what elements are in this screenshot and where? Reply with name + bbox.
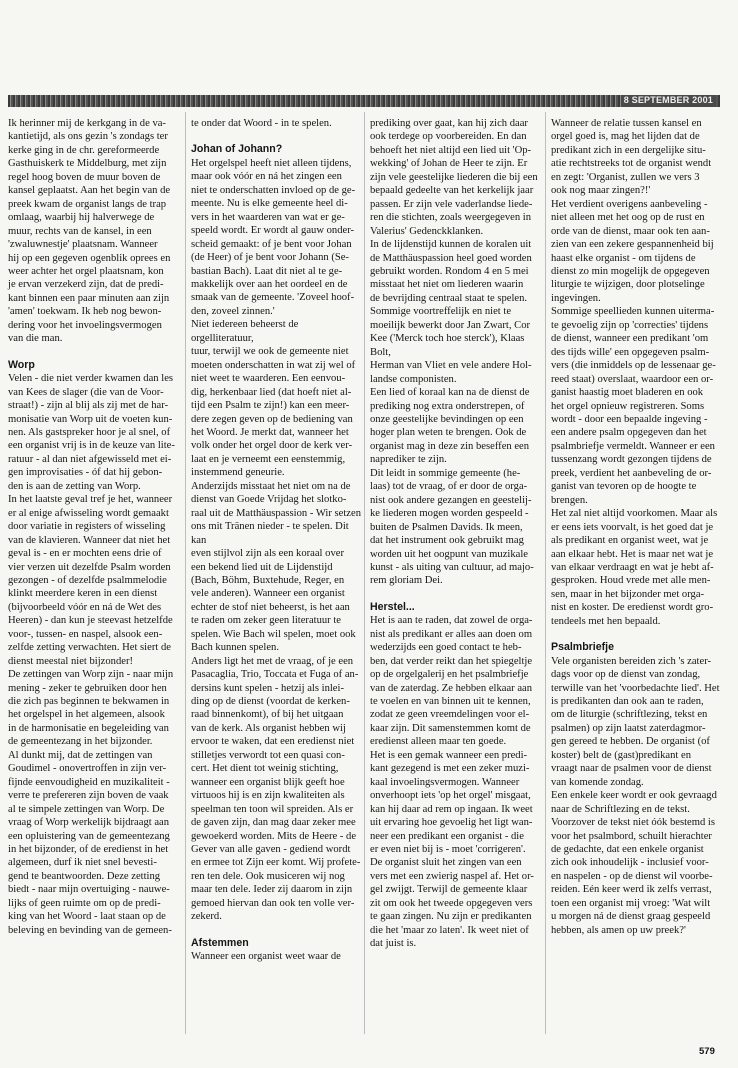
text-line: dig, herkenbaar lied (dat hoeft niet al- — [191, 386, 352, 398]
text-line: orde van de dienst, maar ook ten aan- — [551, 225, 710, 237]
text-line: die zich pas beginnen te bekwamen in — [8, 696, 170, 708]
text-line: voor-, tussen- en naspel, alsook een- — [8, 628, 163, 640]
text-line: in de harmonisatie en begeleiding van — [8, 722, 169, 734]
issue-date: 8 SEPTEMBER 2001 — [621, 95, 716, 107]
text-line: onze geestelijke bevindingen op een — [370, 413, 524, 425]
text-line: ren ten dele. Ook musiceren wij nog — [191, 870, 345, 882]
text-line: ons mit Tränen nieder - te spelen. Dit kan — [191, 521, 349, 546]
text-line: (bijvoorbeeld vóór en ná de Wet des — [8, 601, 162, 613]
text-line: toen een organist mij vroeg: 'Wat wilt — [551, 897, 711, 909]
text-line: niet alleen met het oog op de rust en — [551, 212, 705, 224]
text-line: verre te prefereren zijn boven de vaak — [8, 790, 169, 802]
text-line: gemoed hiervan dan ook ten volle ver- — [191, 897, 355, 909]
text-line: dering voor het invoelingsvermogen — [8, 319, 162, 331]
text-line: Wanneer de relatie tussen kansel en — [551, 118, 702, 129]
text-line: (de Heer) of je bent voor Johann (Se- — [191, 252, 349, 264]
text-line: van elkaar verdraagt en wat je hebt af- — [551, 561, 714, 573]
text-line: klinkt meerdere keren in een dienst — [8, 588, 158, 600]
text-line: en zegt: 'Organist, zullen we vers 3 — [551, 171, 700, 183]
text-line: van komende zondag. — [551, 776, 644, 788]
text-line: bepaald gedeelte van het kerkelijk jaar — [370, 185, 534, 197]
text-line: nen. Als gastspreker hoor je al snel, of — [8, 426, 171, 438]
text-line: en ermee tot Zijn eer komt. Wij profete- — [191, 857, 361, 869]
text-line: psalmbriefje vermeldt. Wanneer er een — [551, 440, 715, 452]
text-line: sen, maar in het bijzonder met orga- — [551, 588, 705, 600]
text-line: dat het instrument ook gebruikt mag — [370, 535, 524, 547]
text-line: naprediker te zijn. — [370, 454, 447, 466]
text-line: naar de Schriftlezing en de tekst. — [551, 803, 690, 815]
text-line: raad binnenkomt), of bij het uitgaan — [191, 709, 344, 721]
text-line: Pasacaglia, Trio, Toccata et Fuga of an- — [191, 669, 359, 681]
text-line: gend te beantwoorden. Deze zetting — [8, 870, 161, 882]
text-line: ding op de dienst (voordat de kerken- — [191, 696, 350, 708]
text-line: Kee ('Merck toch hoe sterck'), Klaas Bolt, — [370, 333, 525, 358]
text-line: Gever van alle gaven - gediend wordt — [191, 844, 351, 856]
text-line: moeilijk bewerkt door Jan Zwart, Cor — [370, 319, 531, 331]
text-line: Het is een gemak wanneer een predi- — [370, 749, 528, 761]
text-line: psalmen) op zijn laatst zaterdagmor- — [551, 722, 706, 734]
text-line: het Woord. Je merkt dat, wanneer het — [191, 426, 349, 438]
text-line: dersins kunt spelen - hetzij als inlei- — [191, 682, 344, 694]
text-line: van de klavieren. Wanneer dat niet het — [8, 534, 171, 546]
text-line: meente. Nu is elke gemeente heel di- — [191, 198, 348, 210]
text-line: In de lijdenstijd kunnen de koralen uit — [370, 239, 532, 251]
text-line: weer achter het orgel plaatsnam, kon — [8, 265, 164, 277]
text-line: preek kwam de organist langs de trap — [8, 198, 167, 210]
text-line: Heeren) - dan kun je steevast hetzelfde — [8, 615, 173, 627]
text-line: even stijlvol zijn als een koraal over — [191, 548, 344, 560]
text-line: ben, dat verder reikt dan het spiegeltje — [370, 655, 533, 667]
text-line: ganist haastig moet bladeren en ook — [551, 387, 704, 399]
text-line: ke liederen mogen worden gespeeld - — [370, 508, 529, 520]
text-line: aan elkaar hebt. Het is maar net wat je — [551, 548, 714, 560]
text-line: van de zaterdag. Ze hebben elkaar aan — [370, 682, 533, 694]
text-line: Het orgelspel heeft niet alleen tijdens, — [191, 157, 352, 169]
text-line: prediking over gaat, kan hij zich daar — [370, 118, 528, 129]
text-line: De zettingen van Worp zijn - naar mijn — [8, 669, 174, 681]
text-line: kant binnen een paar minuten aan zijn — [8, 292, 170, 304]
text-line: een andere psalm opgegeven dan het — [551, 427, 707, 439]
text-line: beleving en bevinding van de gemeen- — [8, 924, 172, 936]
text-line: stilletjes verwordt tot een quasi con- — [191, 749, 345, 761]
text-line: kan hij daar ad rem op ingaan. Ik weet — [370, 803, 533, 815]
text-line: terwille van het 'voorbedachte lied'. Het — [551, 682, 720, 694]
text-line: Anders ligt het met de vraag, of je een — [191, 655, 354, 667]
text-line: nist als predikant er alles aan doen om — [370, 628, 533, 640]
column-3 — [370, 117, 540, 951]
text-line: Het is aan te raden, dat zowel de orga- — [370, 615, 533, 627]
text-line: gen improvisaties - óf dat hij gebon- — [8, 467, 163, 479]
text-line: orgel goed is, mag het lijden dat de — [551, 131, 700, 143]
text-line: Gasthuiskerk te Middelburg, met zijn — [8, 158, 167, 170]
text-line: zelfde zetting verwachten. Het siert de — [8, 642, 171, 654]
text-line: die het 'maar zo laten'. Ik weet niet of — [370, 924, 529, 936]
text-line: ren die stichten, zoals weergegeven in — [370, 212, 532, 224]
text-line: prediking nog extra onderstrepen, of — [370, 400, 525, 412]
text-line: Vele organisten bereiden zich 's zater- — [551, 655, 712, 667]
text-line: laat en je verneemt een eenstemmig, — [191, 453, 346, 465]
text-line: ervoor te waken, dat een eredienst niet — [191, 736, 355, 748]
text-line: Een enkele keer wordt er ook gevraagd — [551, 790, 717, 802]
text-line: vraag of Worp werkelijk bijdraagt aan — [8, 817, 170, 829]
section-heading: Psalmbriefje — [551, 641, 615, 654]
section-heading: Herstel... — [370, 600, 415, 613]
text-line: kansel geplaatst. Aan het begin van de — [8, 185, 171, 197]
text-line: eredienst alleen maar ten goede. — [370, 736, 507, 748]
section-gap — [191, 924, 361, 937]
text-line: gebruikt worden. Rondom 4 en 5 mei — [370, 265, 529, 277]
text-line: onverhoopt iets 'op het orgel' misgaat, — [370, 790, 531, 802]
text-line: geval is - en er mochten eens drie of — [8, 548, 162, 560]
text-line: In het laatste geval tref je het, wanneer — [8, 494, 173, 506]
text-line: een opluistering van de gemeentezang — [8, 830, 170, 842]
text-line: uit ervaring hoe gevoelig het ligt wan- — [370, 817, 533, 829]
text-line: predikant zich in een dergelijke situ- — [551, 144, 706, 156]
text-line: monisatie van Worp uit de voeten kun- — [8, 413, 173, 425]
text-line: zit om ook het tweede opgegeven vers — [370, 897, 533, 909]
text-line: dienst zo min mogelijk de opgegeven — [551, 265, 710, 277]
column-4 — [551, 117, 721, 937]
text-line: zijn vele geestelijke liederen die bij een — [370, 171, 538, 183]
text-line: kerke ging in de chr. gereformeerde — [8, 144, 160, 156]
text-line: bastian Bach). Laat dit niet al te ge- — [191, 265, 343, 277]
page-number: 579 — [699, 1046, 715, 1057]
text-line: vraagt naar de psalmen voor de dienst — [551, 763, 712, 775]
column-rule — [545, 112, 546, 1034]
text-line: virtuoos hij is en zijn kwaliteiten als — [191, 790, 345, 802]
text-line: vier verzen uit dezelfde Psalm worden — [8, 561, 171, 573]
text-line: Goudimel - onovertroffen in zijn ver- — [8, 763, 167, 775]
text-line: Niet iedereen beheerst de orgelliteratuur, — [191, 319, 299, 344]
section-gap — [370, 588, 540, 601]
text-line: makkelijk over aan het oordeel en de — [191, 278, 348, 290]
text-line: op de orgelgalerij en het psalmbriefje — [370, 669, 529, 681]
text-line: gewoekerd worden. Mits de Heere - de — [191, 830, 357, 842]
text-line: maar ook vóór en ná het zingen een — [191, 171, 342, 183]
text-line: De organist sluit het zingen van een — [370, 857, 522, 869]
text-line: van de kerk. Als organist hebben wij — [191, 722, 346, 734]
text-line: een organist vrij is in de keuze van lite- — [8, 440, 175, 452]
text-line: des tijds wille' een opgegeven psalm- — [551, 346, 710, 358]
text-line: scheid gemaakt: of je bent voor Johan — [191, 238, 352, 250]
text-line: moeten onderschatten in wat zij wel of — [191, 359, 356, 371]
text-line: cert. Het dient tot weinig stichting, — [191, 763, 339, 775]
column-rule — [364, 112, 365, 1034]
text-line: koster) belt de (gast)predikant en — [551, 749, 692, 761]
text-line: voor het psalmbord, schuilt hierachter — [551, 830, 712, 842]
text-line: gezongen - of dezelfde psalmmelodie — [8, 574, 167, 586]
section-gap — [8, 346, 178, 359]
text-line: door variatie in registers of wisseling — [8, 521, 166, 533]
column-1 — [8, 117, 178, 937]
text-line: preek, verdient het aanbeveling de or- — [551, 467, 712, 479]
text-line: volk onder het orgel door de kerk ver- — [191, 440, 353, 452]
text-line: (Bach, Böhm, Buxtehude, Reger, en — [191, 574, 345, 586]
text-line: kantietijd, als ons gezin 's zondags ter — [8, 131, 168, 143]
text-line: reiden. Eén keer werd ik zelfs verrast, — [551, 884, 712, 896]
text-line: te gevoelig zijn op 'correcties' tijdens — [551, 319, 709, 331]
text-line: rem gloriam Dei. — [370, 575, 443, 587]
text-line: lijks of geen ruimte om op de predi- — [8, 897, 161, 909]
header-bar — [8, 95, 720, 107]
text-line: misstaat het niet om liederen waarin — [370, 279, 524, 291]
text-line: kaal invoelingsvermogen. Wanneer — [370, 776, 520, 788]
text-line: buiten de Psalmen Davids. Ik meen, — [370, 521, 523, 533]
text-line: niet te onderschatten invloed op de ge- — [191, 184, 356, 196]
text-line: laas) tot de vraag, of er door de orga- — [370, 481, 528, 493]
text-line: dat juist is. — [370, 938, 417, 950]
column-2 — [191, 117, 361, 964]
text-line: hebben, als amen op uw preek?' — [551, 924, 686, 936]
text-line: zekerd. — [191, 911, 222, 923]
text-line: als predikant en organist weet, wat je — [551, 535, 709, 547]
text-line: dags voor op de dienst van zondag, — [551, 669, 701, 681]
text-line: het orgel opnieuw registreren. Soms — [551, 400, 705, 412]
text-line: niet weet te waarderen. Een eenvou- — [191, 373, 346, 385]
text-line: kunst - als uiting van cultuur, ad majo- — [370, 561, 534, 573]
text-line: echter de stof niet beheerst, is het aan — [191, 601, 350, 613]
text-line: passen. Er zijn vele vaderlandse liede- — [370, 198, 533, 210]
text-line: kant gezegend is met een zeker muzi- — [370, 763, 530, 775]
text-line: wordt - door een bepaalde ingeving - — [551, 413, 708, 425]
text-line: van Kees de slager (die van de Voor- — [8, 386, 164, 398]
text-line: u morgen ná de dienst graag gespeeld — [551, 911, 711, 923]
text-line: maar ten dele. Ieder zij daarom in zijn — [191, 884, 353, 896]
text-line: fijnde eenvoudigheid en muzikaliteit - — [8, 776, 170, 788]
text-line: vers in het waarderen van wat er ge- — [191, 211, 345, 223]
section-heading: Afstemmen — [191, 936, 249, 949]
section-gap — [551, 628, 721, 641]
text-line: Velen - die niet verder kwamen dan les — [8, 373, 174, 385]
text-line: wekking' of Johan de Heer te zijn. Er — [370, 158, 528, 170]
text-line: tuur, terwijl we ook de gemeente niet — [191, 346, 349, 358]
text-line: Sommige speellieden kunnen uiterma- — [551, 306, 715, 318]
text-line: Anderzijds misstaat het niet om na de — [191, 480, 351, 492]
text-line: nist ook andere gezangen en geestelij- — [370, 494, 532, 506]
text-line: straat!) - zijn al blij als zij met de har- — [8, 400, 169, 412]
section-heading: Johan of Johann? — [191, 143, 283, 156]
text-line: is predikanten dan ook aan te raden, — [551, 696, 704, 708]
text-line: ook nog maar zingen?!' — [551, 185, 651, 197]
text-line: vele anderen). Wanneer een organist — [191, 588, 345, 600]
text-line: er even niet bij is - moet 'corrigeren'. — [370, 844, 526, 856]
text-line: je ervan verzekerd zijn, dat de predi- — [8, 279, 164, 291]
text-line: muur, rechts van de kansel, in een — [8, 225, 152, 237]
text-line: Valerius' Gedenckklanken. — [370, 225, 484, 237]
text-line: neer een predikant een organist - die — [370, 830, 524, 842]
text-line: Al dunkt mij, dat de zettingen van — [8, 749, 153, 761]
text-line: te onder dat Woord - in te spelen. — [191, 118, 332, 129]
text-line: Sommige voortreffelijk en niet te — [370, 306, 512, 318]
text-line: de gaven zijn, dan mag daar zeker mee — [191, 817, 356, 829]
text-line: van die man. — [8, 333, 63, 345]
text-line: ratuur - al dan niet afgewisseld met ei- — [8, 453, 172, 465]
text-line: ganist van tevoren op de hoogte te — [551, 481, 697, 493]
text-line: dienst van Goede Vrijdag het slotko- — [191, 494, 347, 506]
text-line: gen gereed te hebben. De organist (of — [551, 736, 710, 748]
text-line: Bach kunnen spelen. — [191, 642, 279, 654]
text-line: mening - zeker te gebruiken door hen — [8, 682, 167, 694]
text-line: te gaan zingen. Nu zijn er predikanten — [370, 911, 532, 923]
text-line: speelman ten toon wil spreiden. Als er — [191, 803, 354, 815]
text-line: ook terdege op voorbereiden. En dan — [370, 131, 527, 143]
text-line: nist en koster. De eredienst wordt gro- — [551, 602, 714, 614]
text-line: Ik herinner mij de kerkgang in de va- — [8, 118, 166, 129]
text-line: te voelen en van binnen uit te kennen, — [370, 696, 531, 708]
text-line: tijd een Psalm te zijn!) kan een meer- — [191, 400, 350, 412]
section-heading: Worp — [8, 358, 35, 371]
text-line: organist mag in deze zin beseffen een — [370, 440, 530, 452]
text-line: Herman van Vliet en vele andere Hol- — [370, 360, 532, 372]
text-line: gel zwijgt. Terwijl de gemeente klaar — [370, 884, 528, 896]
text-line: atie rechtstreeks tot de organist wendt — [551, 158, 712, 170]
text-line: kaar zijn. Dit samenstemmen komt de — [370, 722, 531, 734]
text-line: Dit leidt in sommige gemeente (he- — [370, 467, 521, 479]
text-line: wederzijds een goed contact te heb- — [370, 642, 522, 654]
text-line: omlaag, waarbij hij halverwege de — [8, 212, 155, 224]
text-line: brengen. — [551, 494, 588, 506]
text-line: landse componisten. — [370, 373, 457, 385]
text-line: raal uit de Matthäuspassion - Wir setzen — [191, 507, 362, 519]
text-line: tendeels met hen bepaald. — [551, 615, 661, 627]
text-line: Een lied of koraal kan na de dienst de — [370, 387, 530, 399]
text-line: al te simpele zettingen van Worp. De — [8, 803, 165, 815]
text-line: reed staat) overslaat, waardoor een or- — [551, 373, 714, 385]
text-line: hoger plan weten te brengen. Ook de — [370, 427, 527, 439]
column-rule — [185, 112, 186, 1034]
text-line: zien van een zekere gespannenheid bij — [551, 239, 714, 251]
text-line: instemmend geneurie. — [191, 467, 285, 479]
text-line: spelen. Wie Bach wil spelen, moet ook — [191, 628, 356, 640]
text-line: in het bijzonder, of de eredienst in het — [8, 844, 169, 856]
text-line: den, zoveel zinnen.' — [191, 305, 275, 317]
text-line: haast elke organist - om tijdens de — [551, 252, 696, 264]
text-line: 'amen' toekwam. Ik heb nog bewon- — [8, 306, 162, 318]
text-line: Het zal niet altijd voorkomen. Maar als — [551, 508, 718, 520]
text-line: liturgie te wijzigen, door plotselinge — [551, 279, 705, 291]
text-line: wanneer een organist blijk geeft hoe — [191, 776, 345, 788]
text-line: speeld wordt. Er wordt al gauw onder- — [191, 225, 355, 237]
text-line: tussenzang wordt gezongen tijdens de — [551, 454, 712, 466]
text-line: zich ook inhoudelijk - inclusief voor- — [551, 857, 709, 869]
text-line: zodat ze geen vreemdelingen voor el- — [370, 709, 530, 721]
text-line: den is aan de zetting van Worp. — [8, 480, 141, 492]
text-line: algemeen, durf ik niet snel bevesti- — [8, 857, 157, 869]
section-gap — [191, 130, 361, 143]
text-line: de Matthäuspassion heel goed worden — [370, 252, 532, 264]
text-line: biedt - naar mijn overtuiging - nauwe- — [8, 884, 170, 896]
text-line: regel hoog boven de muur boven de — [8, 171, 161, 183]
text-line: worden uit het oogpunt van muzikale — [370, 548, 528, 560]
text-line: smaak van de gemeente. 'Zoveel hoof- — [191, 292, 355, 304]
text-line: Voorzover de tekst niet óók bestemd is — [551, 817, 715, 829]
text-line: er eens iets voorvalt, is het goed dat je — [551, 521, 714, 533]
text-line: Het verdient overigens aanbeveling - — [551, 198, 708, 210]
text-line: vers met een zwierig naspel af. Het or- — [370, 870, 534, 882]
text-line: 'zwaluwnestje' plaatsnam. Wanneer — [8, 239, 158, 251]
text-line: gesproken. Houd vrede met alle men- — [551, 575, 711, 587]
text-line: Wanneer een organist weet waar de — [191, 951, 341, 963]
text-line: vers (die inmiddels op de lessenaar ge- — [551, 360, 716, 372]
text-line: behoeft het niet altijd een lied uit 'Op- — [370, 144, 532, 156]
text-line: dienst meestal niet bijzonder! — [8, 655, 134, 667]
text-line: de bevrijding centraal staat te spelen. — [370, 292, 528, 304]
text-line: dere zegen geven op de bediening van — [191, 413, 353, 425]
text-line: om de liturgie (schriftlezing, tekst en — [551, 709, 708, 721]
text-line: de gemeentezang in het bijzonder. — [8, 736, 153, 748]
text-line: de gedachte, dat een enkele organist — [551, 844, 704, 856]
text-line: er al enige afwisseling wordt gemaakt — [8, 507, 169, 519]
text-line: te raden om zeker geen literatuur te — [191, 615, 341, 627]
text-line: en naspelen - op de dienst wil voorbe- — [551, 870, 713, 882]
text-line: een bekend lied uit de Lijdenstijd — [191, 561, 333, 573]
text-line: king van het Woord - laat staan op de — [8, 911, 166, 923]
text-line: ingevingen. — [551, 292, 601, 304]
text-line: hij op een gegeven ogenblik oprees en — [8, 252, 171, 264]
text-line: de dienst, wanneer een predikant 'om — [551, 333, 709, 345]
text-line: het orgelspel in het algemeen, alsook — [8, 709, 165, 721]
